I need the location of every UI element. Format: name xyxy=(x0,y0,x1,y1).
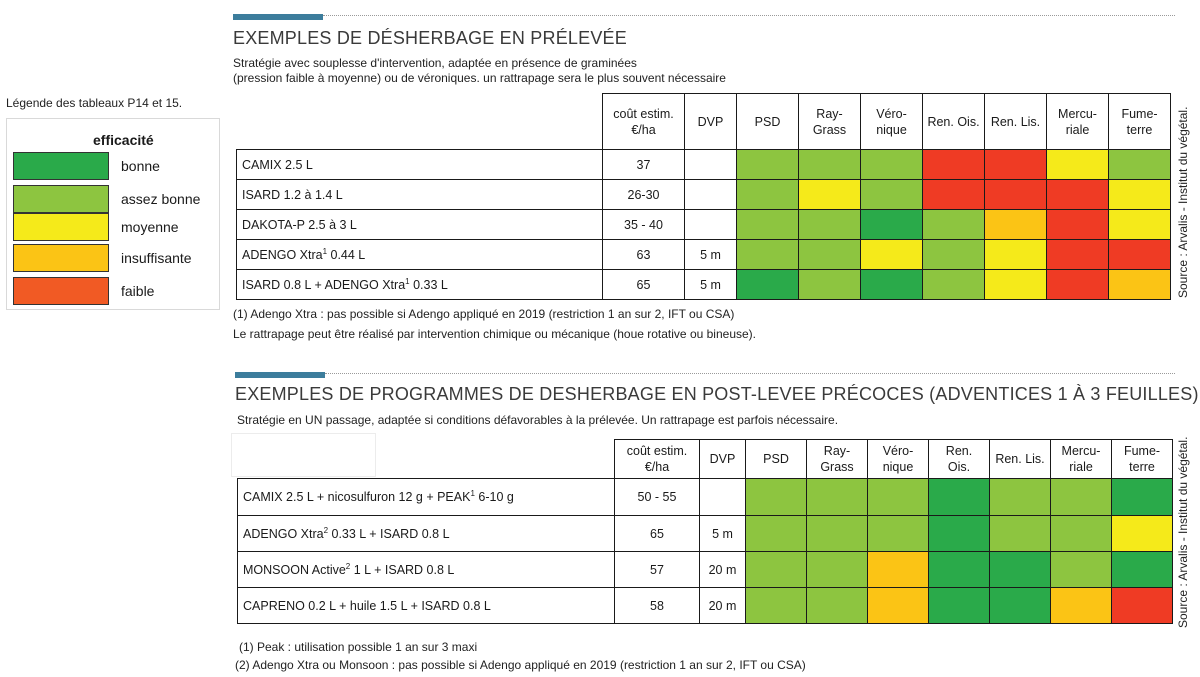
efficacy-cell xyxy=(985,150,1047,180)
legend-item-insuffisante xyxy=(13,244,213,272)
dvp-value xyxy=(700,479,746,516)
header-ray-grass: Ray- Grass xyxy=(807,440,868,479)
dvp-value: 5 m xyxy=(685,240,737,270)
cost-value: 65 xyxy=(615,516,700,552)
efficacy-cell xyxy=(1112,588,1173,624)
legend-swatch xyxy=(13,244,109,272)
table-row xyxy=(238,479,1173,516)
section-rule xyxy=(325,373,1175,374)
table2-note-1: (1) Peak : utilisation possible 1 an sur 3 maxi xyxy=(239,640,478,654)
efficacy-cell xyxy=(868,479,929,516)
product-name: ADENGO Xtra$^2$ 0.33 L + ISARD 0.8 L xyxy=(238,516,615,552)
legend-swatch xyxy=(13,213,109,241)
legend-item-moyenne xyxy=(13,213,213,241)
dvp-value: 20 m xyxy=(700,552,746,588)
efficacy-cell xyxy=(1047,270,1109,300)
legend-item-faible xyxy=(13,277,213,305)
efficacy-cell xyxy=(923,240,985,270)
dvp-value: 20 m xyxy=(700,588,746,624)
dvp-value xyxy=(685,150,737,180)
table-row xyxy=(237,270,1171,300)
efficacy-cell xyxy=(923,210,985,240)
efficacy-cell xyxy=(990,516,1051,552)
header-psd: PSD xyxy=(746,440,807,479)
cost-value: 65 xyxy=(603,270,685,300)
efficacy-cell xyxy=(868,588,929,624)
product-name: ADENGO Xtra$^1$ 0.44 L xyxy=(237,240,603,270)
legend-swatch xyxy=(13,152,109,180)
efficacy-cell xyxy=(746,516,807,552)
table1-note-2: Le rattrapage peut être réalisé par intervention chimique ou mécanique (houe rotative ou bineuse). xyxy=(233,327,756,341)
efficacy-cell xyxy=(1112,479,1173,516)
efficacy-cell xyxy=(861,210,923,240)
efficacy-cell xyxy=(1109,150,1171,180)
efficacy-cell xyxy=(929,479,990,516)
efficacy-cell xyxy=(737,240,799,270)
table-row xyxy=(237,240,1171,270)
efficacy-cell xyxy=(807,588,868,624)
efficacy-cell xyxy=(1112,552,1173,588)
product-name: CAPRENO 0.2 L + huile 1.5 L + ISARD 0.8 L xyxy=(238,588,615,624)
efficacy-cell xyxy=(929,516,990,552)
header-ren-ois: Ren. Ois. xyxy=(923,94,985,150)
header-mercuriale: Mercu- riale xyxy=(1051,440,1112,479)
product-name: ISARD 0.8 L + ADENGO Xtra$^1$ 0.33 L xyxy=(237,270,603,300)
efficacy-cell xyxy=(799,240,861,270)
dvp-value: 5 m xyxy=(685,270,737,300)
efficacy-cell xyxy=(799,210,861,240)
efficacy-cell xyxy=(746,552,807,588)
table1 xyxy=(236,93,1171,300)
cost-value: 37 xyxy=(603,150,685,180)
efficacy-cell xyxy=(1051,588,1112,624)
efficacy-cell xyxy=(1051,552,1112,588)
efficacy-cell xyxy=(1109,270,1171,300)
product-name: MONSOON Active$^2$ 1 L + ISARD 0.8 L xyxy=(238,552,615,588)
product-name: ISARD 1.2 à 1.4 L xyxy=(237,180,603,210)
legend-label: assez bonne xyxy=(121,191,201,207)
efficacy-cell xyxy=(861,270,923,300)
efficacy-cell xyxy=(799,150,861,180)
cost-value: 58 xyxy=(615,588,700,624)
efficacy-cell xyxy=(807,479,868,516)
table-row xyxy=(237,150,1171,180)
efficacy-cell xyxy=(929,588,990,624)
table-row xyxy=(237,210,1171,240)
table2 xyxy=(237,439,1173,624)
header-cost: coût estim. €/ha xyxy=(603,94,685,150)
table-row xyxy=(238,516,1173,552)
header-blank xyxy=(238,440,615,479)
efficacy-cell xyxy=(746,479,807,516)
legend-label: bonne xyxy=(121,158,160,174)
efficacy-cell xyxy=(1047,150,1109,180)
table2-note-2: (2) Adengo Xtra ou Monsoon : pas possible si Adengo appliqué en 2019 (restriction 1 an sur 2, IFT ou CSA) xyxy=(235,658,806,672)
efficacy-cell xyxy=(985,210,1047,240)
table1-source: Source : Arvalis - Institut du végétal. xyxy=(1176,106,1190,298)
table1-desc-line2: (pression faible à moyenne) ou de véroniques. un rattrapage sera le plus souvent nécessaire xyxy=(233,71,726,85)
efficacy-cell xyxy=(799,270,861,300)
cost-value: 50 - 55 xyxy=(615,479,700,516)
header-psd: PSD xyxy=(737,94,799,150)
efficacy-cell xyxy=(923,150,985,180)
efficacy-cell xyxy=(1047,240,1109,270)
table1-desc-line1: Stratégie avec souplesse d'intervention, adaptée en présence de graminées xyxy=(233,56,637,70)
efficacy-cell xyxy=(929,552,990,588)
header-veronique: Véro- nique xyxy=(868,440,929,479)
legend-item-assez-bonne xyxy=(13,185,213,213)
table-row xyxy=(238,588,1173,624)
cost-value: 63 xyxy=(603,240,685,270)
efficacy-cell xyxy=(1051,516,1112,552)
table-row xyxy=(238,552,1173,588)
efficacy-cell xyxy=(861,180,923,210)
efficacy-cell xyxy=(985,240,1047,270)
legend-label: moyenne xyxy=(121,219,179,235)
efficacy-cell xyxy=(746,588,807,624)
dvp-value xyxy=(685,180,737,210)
cost-value: 35 - 40 xyxy=(603,210,685,240)
efficacy-cell xyxy=(985,180,1047,210)
table1-header-row xyxy=(237,94,1171,150)
efficacy-cell xyxy=(737,210,799,240)
efficacy-cell xyxy=(868,516,929,552)
legend-swatch xyxy=(13,277,109,305)
header-fumeterre: Fume- terre xyxy=(1109,94,1171,150)
efficacy-cell xyxy=(990,479,1051,516)
cost-value: 57 xyxy=(615,552,700,588)
product-name: CAMIX 2.5 L xyxy=(237,150,603,180)
section-accent-bar xyxy=(233,14,323,20)
efficacy-cell xyxy=(1109,240,1171,270)
legend-caption: Légende des tableaux P14 et 15. xyxy=(6,96,183,110)
table2-header-row xyxy=(238,440,1173,479)
efficacy-cell xyxy=(737,270,799,300)
section-accent-bar xyxy=(235,372,325,378)
efficacy-cell xyxy=(923,270,985,300)
efficacy-cell xyxy=(861,240,923,270)
table2-desc: Stratégie en UN passage, adaptée si conditions défavorables à la prélevée. Un rattrapage est parfois nécessaire. xyxy=(237,413,839,427)
table2-source: Source : Arvalis - Institut du végétal. xyxy=(1176,436,1190,628)
efficacy-cell xyxy=(861,150,923,180)
efficacy-cell xyxy=(737,180,799,210)
table1-note-1: (1) Adengo Xtra : pas possible si Adengo appliqué en 2019 (restriction 1 an sur 2, IFT ou CSA) xyxy=(233,307,735,321)
header-ray-grass: Ray- Grass xyxy=(799,94,861,150)
header-ren-lis: Ren. Lis. xyxy=(985,94,1047,150)
efficacy-cell xyxy=(737,150,799,180)
header-veronique: Véro- nique xyxy=(861,94,923,150)
dvp-value xyxy=(685,210,737,240)
efficacy-cell xyxy=(1051,479,1112,516)
header-dvp: DVP xyxy=(685,94,737,150)
header-ren-ois: Ren. Ois. xyxy=(929,440,990,479)
efficacy-cell xyxy=(799,180,861,210)
table2-title: EXEMPLES DE PROGRAMMES DE DESHERBAGE EN POST-LEVEE PRÉCOCES (ADVENTICES 1 À 3 FEUILLES) xyxy=(235,384,1199,404)
header-blank xyxy=(237,94,603,150)
dvp-value: 5 m xyxy=(700,516,746,552)
efficacy-cell xyxy=(990,552,1051,588)
cost-value: 26-30 xyxy=(603,180,685,210)
legend-label: insuffisante xyxy=(121,250,192,266)
efficacy-cell xyxy=(807,516,868,552)
section-rule xyxy=(323,15,1175,16)
legend-heading: efficacité xyxy=(93,132,154,148)
efficacy-cell xyxy=(1047,180,1109,210)
header-fumeterre: Fume- terre xyxy=(1112,440,1173,479)
efficacy-cell xyxy=(1109,210,1171,240)
legend-swatch xyxy=(13,185,109,213)
efficacy-cell xyxy=(923,180,985,210)
header-mercuriale: Mercu- riale xyxy=(1047,94,1109,150)
product-name: DAKOTA-P 2.5 à 3 L xyxy=(237,210,603,240)
table-row xyxy=(237,180,1171,210)
product-name: CAMIX 2.5 L + nicosulfuron 12 $g + PEAK^1$ 6-10 g xyxy=(238,479,615,516)
legend-item-bonne xyxy=(13,152,213,180)
efficacy-cell xyxy=(1112,516,1173,552)
efficacy-cell xyxy=(985,270,1047,300)
table1-title: EXEMPLES DE DÉSHERBAGE EN PRÉLEVÉE xyxy=(233,28,627,48)
header-dvp: DVP xyxy=(700,440,746,479)
efficacy-cell xyxy=(807,552,868,588)
efficacy-cell xyxy=(868,552,929,588)
efficacy-cell xyxy=(1047,210,1109,240)
efficacy-cell xyxy=(1109,180,1171,210)
header-ren-lis: Ren. Lis. xyxy=(990,440,1051,479)
legend-box xyxy=(6,118,220,310)
legend-label: faible xyxy=(121,283,155,299)
efficacy-cell xyxy=(990,588,1051,624)
header-cost: coût estim. €/ha xyxy=(615,440,700,479)
